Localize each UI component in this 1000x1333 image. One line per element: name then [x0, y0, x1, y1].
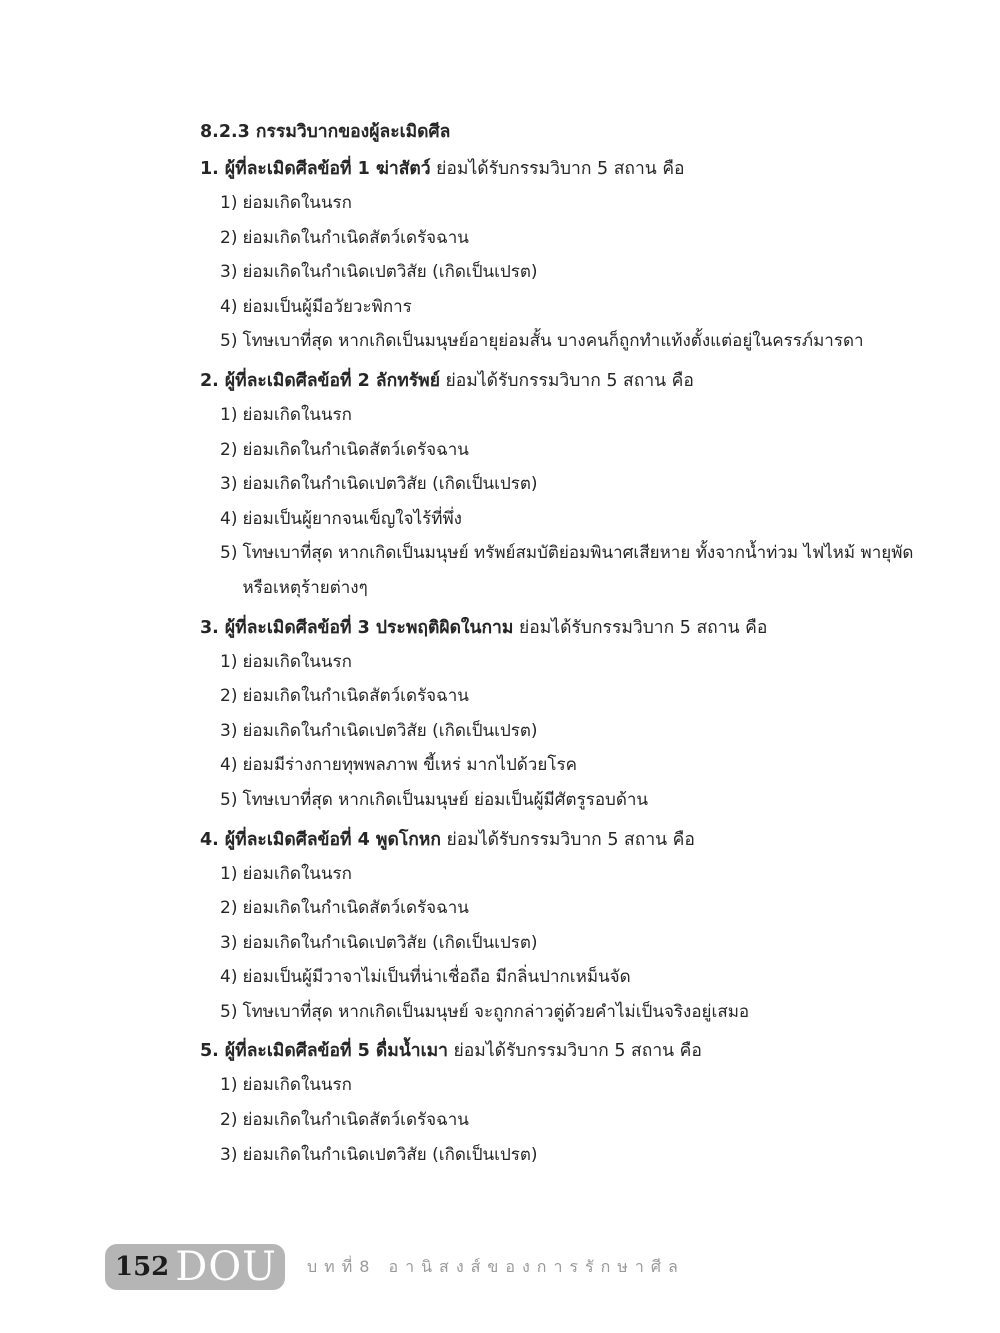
- list-item-number: 3): [220, 262, 238, 283]
- list-item: [200, 679, 940, 714]
- precept-group: [200, 823, 940, 1030]
- list-item-text: ย่อมเกิดในกำเนิดสัตว์เดรัจฉาน: [242, 898, 469, 919]
- list-item-text: โทษเบาที่สุด หากเกิดเป็นมนุษย์อายุย่อมสั้น บางคนก็ถูกทำแท้งตั้งแต่อยู่ในครรภ์มารดา: [242, 331, 864, 352]
- list-item-number: 4): [220, 296, 238, 317]
- precept-groups: [200, 152, 940, 1172]
- list-item-number: 5): [220, 543, 238, 564]
- section-heading: 8.2.3 กรรมวิบากของผู้ละเมิดศีล: [200, 122, 451, 142]
- list-item-number: 3): [220, 1144, 238, 1165]
- precept-group: [200, 364, 940, 606]
- list-item-text: ย่อมเป็นผู้มีอวัยวะพิการ: [242, 296, 412, 317]
- list-item: [200, 1138, 940, 1173]
- list-item-number: 5): [220, 789, 238, 810]
- list-item-number: 5): [220, 331, 238, 352]
- list-item-number: 2): [220, 1110, 238, 1131]
- precept-heading-lead: 2. ผู้ที่ละเมิดศีลข้อที่ 2 ลักทรัพย์: [200, 370, 440, 391]
- precept-heading-rest: ย่อมได้รับกรรมวิบาก 5 สถาน คือ: [439, 370, 694, 391]
- list-item: [200, 926, 940, 961]
- precept-heading: [200, 823, 940, 857]
- precept-heading: [200, 364, 940, 398]
- list-item-text: ย่อมเกิดในกำเนิดสัตว์เดรัจฉาน: [242, 227, 469, 248]
- list-item-text: ย่อมเกิดในนรก: [242, 1075, 352, 1096]
- list-item-number: 3): [220, 720, 238, 741]
- list-item: [200, 467, 940, 502]
- list-item-text: โทษเบาที่สุด หากเกิดเป็นมนุษย์ ย่อมเป็นผู้มีศัตรูรอบด้าน: [242, 789, 649, 810]
- precept-group: [200, 611, 940, 818]
- list-item-number: 2): [220, 227, 238, 248]
- list-item-text: ย่อมเกิดในนรก: [242, 404, 352, 425]
- list-item-number: 3): [220, 474, 238, 495]
- list-item: [200, 995, 940, 1030]
- list-item: [200, 433, 940, 468]
- list-item-text: ย่อมเกิดในกำเนิดเปตวิสัย (เกิดเป็นเปรต): [242, 932, 538, 953]
- list-item: [200, 891, 940, 926]
- brand-logo: DOU: [175, 1244, 277, 1290]
- precept-heading: [200, 152, 940, 186]
- precept-heading-rest: ย่อมได้รับกรรมวิบาก 5 สถาน คือ: [440, 829, 695, 850]
- list-item: [200, 857, 940, 892]
- list-item: [200, 1103, 940, 1138]
- list-item-text: โทษเบาที่สุด หากเกิดเป็นมนุษย์ ทรัพย์สมบัติย่อมพินาศเสียหาย ทั้งจากน้ำท่วม ไฟไหม้ พายุพัด หรือเหตุร้ายต่างๆ: [242, 543, 914, 598]
- list-item-number: 5): [220, 1001, 238, 1022]
- list-item-text: โทษเบาที่สุด หากเกิดเป็นมนุษย์ จะถูกกล่าวตู่ด้วยคำไม่เป็นจริงอยู่เสมอ: [242, 1001, 750, 1022]
- page-number: 152: [115, 1252, 170, 1282]
- page-footer: [105, 1243, 805, 1291]
- chapter-title: บทที่8 อานิสงส์ของการรักษาศีล: [307, 1256, 685, 1276]
- precept-group: [200, 152, 940, 359]
- list-item: [200, 536, 940, 605]
- list-item: [200, 783, 940, 818]
- list-item-text: ย่อมเป็นผู้ยากจนเข็ญใจไร้ที่พึ่ง: [242, 508, 462, 529]
- list-item-text: ย่อมเกิดในกำเนิดเปตวิสัย (เกิดเป็นเปรต): [242, 1144, 538, 1165]
- list-item-text: ย่อมเกิดในนรก: [242, 193, 352, 213]
- list-item-text: ย่อมเกิดในกำเนิดเปตวิสัย (เกิดเป็นเปรต): [242, 474, 538, 495]
- precept-heading: [200, 611, 940, 645]
- list-item: [200, 398, 940, 433]
- precept-group: [200, 1034, 940, 1172]
- list-item: [200, 324, 940, 359]
- list-item: [200, 960, 940, 995]
- list-item-number: 4): [220, 967, 238, 988]
- list-item: [200, 186, 940, 221]
- list-item: [200, 645, 940, 680]
- list-item: [200, 502, 940, 537]
- list-item-text: ย่อมเป็นผู้มีวาจาไม่เป็นที่น่าเชื่อถือ มีกลิ่นปากเหม็นจัด: [242, 967, 631, 988]
- list-item: [200, 290, 940, 325]
- content-area: [200, 118, 940, 1177]
- precept-heading-lead: 1. ผู้ที่ละเมิดศีลข้อที่ 1 ฆ่าสัตว์: [200, 159, 431, 179]
- list-item-text: ย่อมเกิดในกำเนิดสัตว์เดรัจฉาน: [242, 1110, 469, 1131]
- list-item: [200, 1068, 940, 1103]
- list-item: [200, 221, 940, 256]
- list-item-number: 1): [220, 1075, 238, 1096]
- list-item-number: 1): [220, 651, 238, 672]
- list-item-text: ย่อมเกิดในกำเนิดสัตว์เดรัจฉาน: [242, 439, 469, 460]
- list-item-number: 2): [220, 686, 238, 707]
- list-item-text: ย่อมเกิดในนรก: [242, 863, 352, 884]
- list-item: [200, 714, 940, 749]
- list-item-text: ย่อมมีร่างกายทุพพลภาพ ขี้เหร่ มากไปด้วยโรค: [242, 755, 577, 776]
- precept-heading: [200, 1034, 940, 1068]
- list-item-text: ย่อมเกิดในกำเนิดสัตว์เดรัจฉาน: [242, 686, 469, 707]
- list-item-text: ย่อมเกิดในกำเนิดเปตวิสัย (เกิดเป็นเปรต): [242, 720, 538, 741]
- precept-heading-rest: ย่อมได้รับกรรมวิบาก 5 สถาน คือ: [513, 617, 768, 638]
- list-item: [200, 255, 940, 290]
- page-badge: [105, 1244, 285, 1290]
- list-item-text: ย่อมเกิดในกำเนิดเปตวิสัย (เกิดเป็นเปรต): [242, 262, 538, 283]
- precept-heading-rest: ย่อมได้รับกรรมวิบาก 5 สถาน คือ: [447, 1041, 702, 1062]
- list-item-number: 1): [220, 193, 238, 213]
- list-item-number: 1): [220, 404, 238, 425]
- list-item-text: ย่อมเกิดในนรก: [242, 651, 352, 672]
- precept-heading-rest: ย่อมได้รับกรรมวิบาก 5 สถาน คือ: [430, 159, 685, 179]
- precept-heading-lead: 3. ผู้ที่ละเมิดศีลข้อที่ 3 ประพฤติผิดในกาม: [200, 617, 514, 638]
- list-item-number: 4): [220, 755, 238, 776]
- list-item-number: 2): [220, 439, 238, 460]
- list-item-number: 3): [220, 932, 238, 953]
- precept-heading-lead: 5. ผู้ที่ละเมิดศีลข้อที่ 5 ดื่มน้ำเมา: [200, 1041, 448, 1062]
- list-item: [200, 748, 940, 783]
- list-item-number: 1): [220, 863, 238, 884]
- list-item-number: 2): [220, 898, 238, 919]
- list-item-number: 4): [220, 508, 238, 529]
- precept-heading-lead: 4. ผู้ที่ละเมิดศีลข้อที่ 4 พูดโกหก: [200, 829, 441, 850]
